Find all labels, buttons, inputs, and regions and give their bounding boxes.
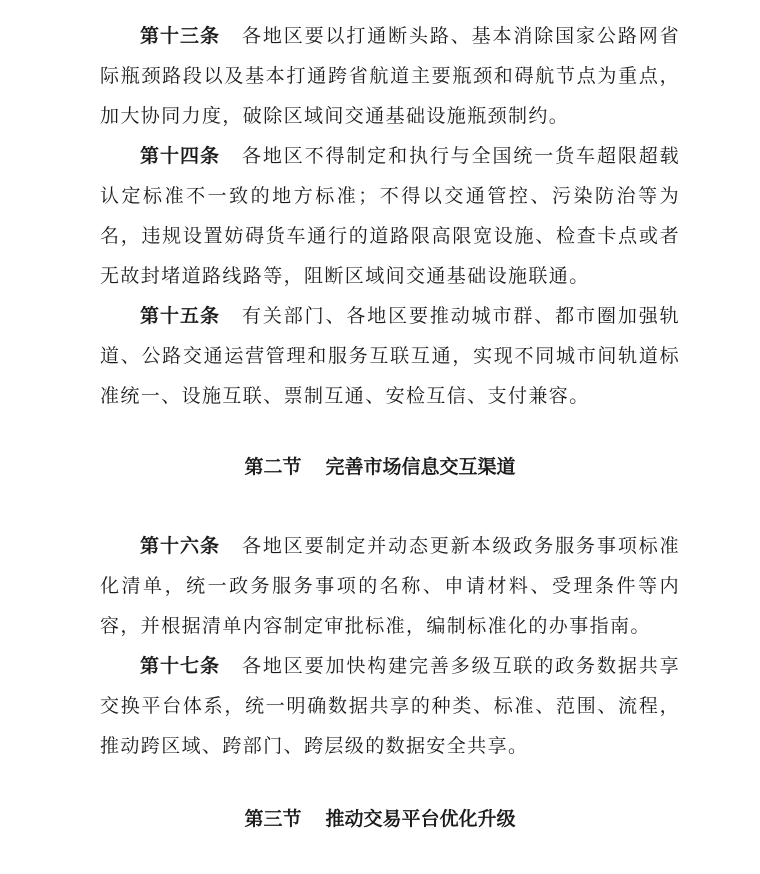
section-2-heading	[0, 452, 760, 482]
article-14-text: 各地区不得制定和执行与全国统一货车超限超载认定标准不一致的地方标准；不得以交通管控、污染防治等为名，违规设置妨碍货车通行的道路限高限宽设施、检查卡点或者无故封堵道路线路等，阻断区域间交通基础设施联通。	[100, 145, 680, 287]
section-2-number: 第二节	[244, 456, 302, 478]
article-16-label: 第十六条	[140, 535, 220, 557]
article-17-text: 各地区要加快构建完善多级互联的政务数据共享交换平台体系，统一明确数据共享的种类、标准、范围、流程，推动跨区域、跨部门、跨层级的数据安全共享。	[100, 655, 680, 757]
article-16-text: 各地区要制定并动态更新本级政务服务事项标准化清单，统一政务服务事项的名称、申请材料、受理条件等内容，并根据清单内容制定审批标准，编制标准化的办事指南。	[100, 535, 680, 637]
article-14-label: 第十四条	[140, 145, 220, 167]
article-17	[100, 646, 680, 766]
article-17-label: 第十七条	[140, 655, 220, 677]
article-13	[100, 16, 680, 136]
article-13-text: 各地区要以打通断头路、基本消除国家公路网省际瓶颈路段以及基本打通跨省航道主要瓶颈和碍航节点为重点，加大协同力度，破除区域间交通基础设施瓶颈制约。	[100, 25, 680, 127]
section-3-heading	[0, 804, 760, 834]
section-3-title: 推动交易平台优化升级	[325, 808, 516, 830]
article-15-label: 第十五条	[140, 305, 220, 327]
article-15-text: 有关部门、各地区要推动城市群、都市圈加强轨道、公路交通运营管理和服务互联互通，实现不同城市间轨道标准统一、设施互联、票制互通、安检互信、支付兼容。	[100, 305, 680, 407]
article-15	[100, 296, 680, 416]
article-13-label: 第十三条	[140, 25, 220, 47]
article-14	[100, 136, 680, 296]
section-3-number: 第三节	[244, 808, 302, 830]
section-2-title: 完善市场信息交互渠道	[325, 456, 516, 478]
article-16	[100, 526, 680, 646]
